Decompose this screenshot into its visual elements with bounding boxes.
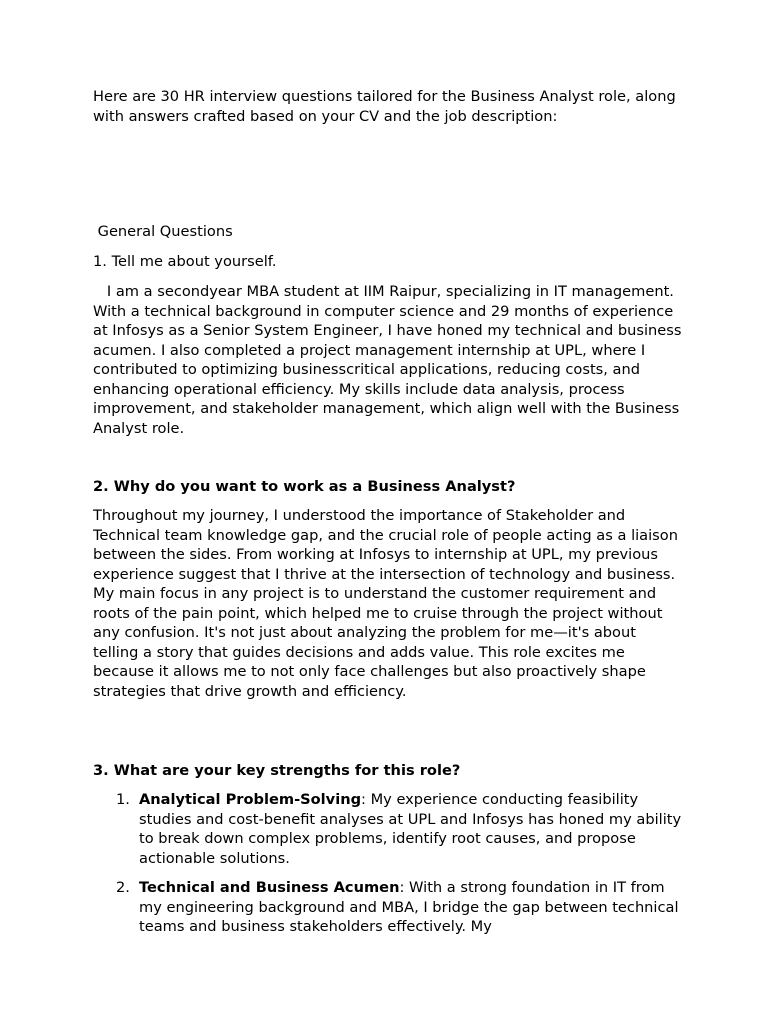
answer-2: Throughout my journey, I understood the importance of Stakeholder and Technical team knowledge gap, and the crucial role of people acting as a liaison between the sides. From working at Infosys to internship at UPL, my previous experience suggest that I thrive at the intersection of technology and business. My main focus in any project is to understand the customer requirement and roots of the pain point, which helped me to cruise through the project without any confusion. It's not just about analyzing the problem for me—it's about telling a story that guides decisions and adds value. This role excites me because it allows me to not only face challenges but also proactively shape strategies that drive growth and efficiency. [93,507,678,700]
answer-1: I am a secondyear MBA student at IIM Raipur, specializing in IT management. With a technical background in computer science and 29 months of experience at Infosys as a Senior System Engineer, I have honed my technical and business acumen. I also completed a project management internship at UPL, where I contributed to optimizing businesscritical applications, reducing costs, and enhancing operational efficiency. My skills include data analysis, process improvement, and stakeholder management, which align well with the Business Analyst role. [93,283,687,437]
list-item [93,790,683,868]
strengths-list [93,790,683,947]
question-1: 1. Tell me about yourself. [93,253,277,270]
list-item-title: Analytical Problem-Solving [139,791,362,808]
list-item-title: Technical and Business Acumen [139,879,400,896]
intro-paragraph: Here are 30 HR interview questions tailored for the Business Analyst role, along with answers crafted based on your CV and the job description: [93,88,676,125]
list-item-number: 1. [116,791,130,808]
section-heading-general-questions: General Questions [93,223,233,240]
question-2: 2. Why do you want to work as a Business Analyst? [93,478,516,495]
list-item-text: : My experience conducting feasibility studies and cost-benefit analyses at UPL and Infosys has honed my ability to break down complex problems, identify root causes, and propose actionable solutions. [139,791,682,867]
list-item [93,878,683,937]
question-3: 3. What are your key strengths for this role? [93,762,461,779]
list-item-text: : With a strong foundation in IT from my engineering background and MBA, I bridge the gap between technical teams and business stakeholders effectively. My [139,879,679,935]
list-item-number: 2. [116,879,130,896]
